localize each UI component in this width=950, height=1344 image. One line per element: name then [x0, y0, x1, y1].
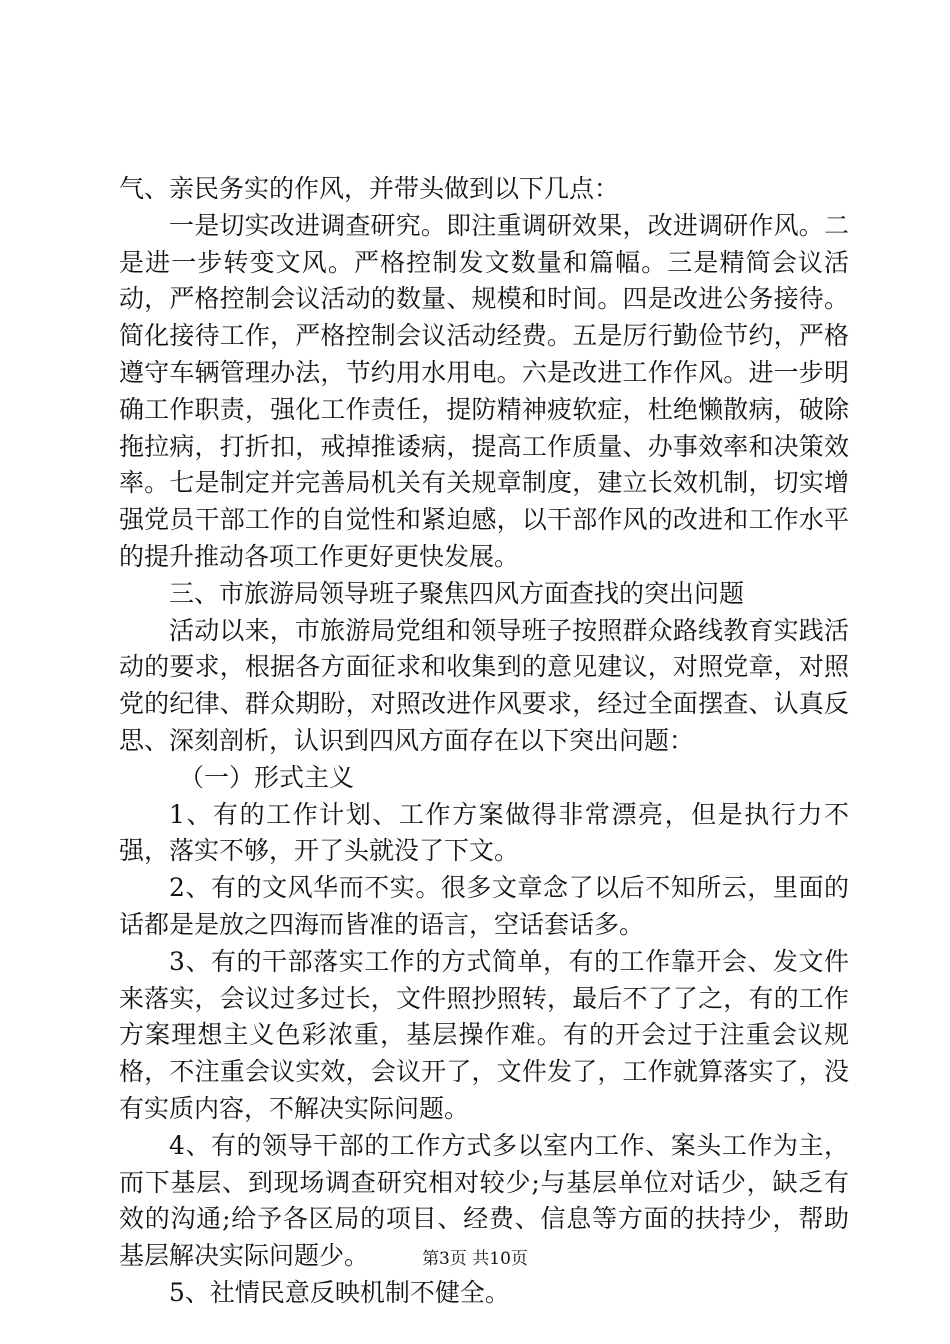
list-item-2: 2、有的文风华而不实。很多文章念了以后不知所云，里面的话都是是放之四海而皆准的语言，空话套话多。	[119, 873, 849, 939]
page-number-footer: 第3页 共10页	[422, 1249, 528, 1269]
document-body	[119, 171, 849, 1312]
list-item-5: 5、社情民意反映机制不健全。	[169, 1277, 510, 1307]
list-item-4: 4、有的领导干部的工作方式多以室内工作、案头工作为主，而下基层、到现场调查研究相对较少;与基层单位对话少，缺乏有效的沟通;给予各区局的项目、经费、信息等方面的扶持少，帮助基层解决实际问题少。	[119, 1130, 849, 1271]
paragraph-continuation: 气、亲民务实的作风，并带头做到以下几点：	[119, 174, 620, 203]
list-item-3: 3、有的干部落实工作的方式简单，有的工作靠开会、发文件来落实，会议过多过长，文件照抄照转，最后不了了之，有的工作方案理想主义色彩浓重，基层操作难。有的开会过于注重会议规格，不注重会议实效，会议开了，文件发了，工作就算落实了，没有实质内容，不解决实际问题。	[119, 946, 849, 1123]
section-heading-three: 三、市旅游局领导班子聚焦四风方面查找的突出问题	[169, 578, 745, 608]
paragraph-activity: 活动以来，市旅游局党组和领导班子按照群众路线教育实践活动的要求，根据各方面征求和收集到的意见建议，对照党章，对照党的纪律、群众期盼，对照改进作风要求，经过全面摆查、认真反思、深刻剖析，认识到四风方面存在以下突出问题：	[119, 615, 849, 755]
list-item-1: 1、有的工作计划、工作方案做得非常漂亮，但是执行力不强，落实不够，开了头就没了下文。	[119, 799, 849, 866]
subsection-heading-formalism: （一）形式主义	[179, 762, 355, 792]
paragraph-improvements: 一是切实改进调查研究。即注重调研效果，改进调研作风。二是进一步转变文风。严格控制发文数量和篇幅。三是精简会议活动，严格控制会议活动的数量、规模和时间。四是改进公务接待。简化接待工作，严格控制会议活动经费。五是厉行勤俭节约，严格遵守车辆管理办法，节约用水用电。六是改进工作作风。进一步明确工作职责，强化工作责任，提防精神疲软症，杜绝懒散病，破除拖拉病，打折扣，戒掉推诿病，提高工作质量、办事效率和决策效率。七是制定并完善局机关有关规章制度，建立长效机制，切实增强党员干部工作的自觉性和紧迫感，以干部作风的改进和工作水平的提升推动各项工作更好更快发展。	[119, 210, 849, 571]
